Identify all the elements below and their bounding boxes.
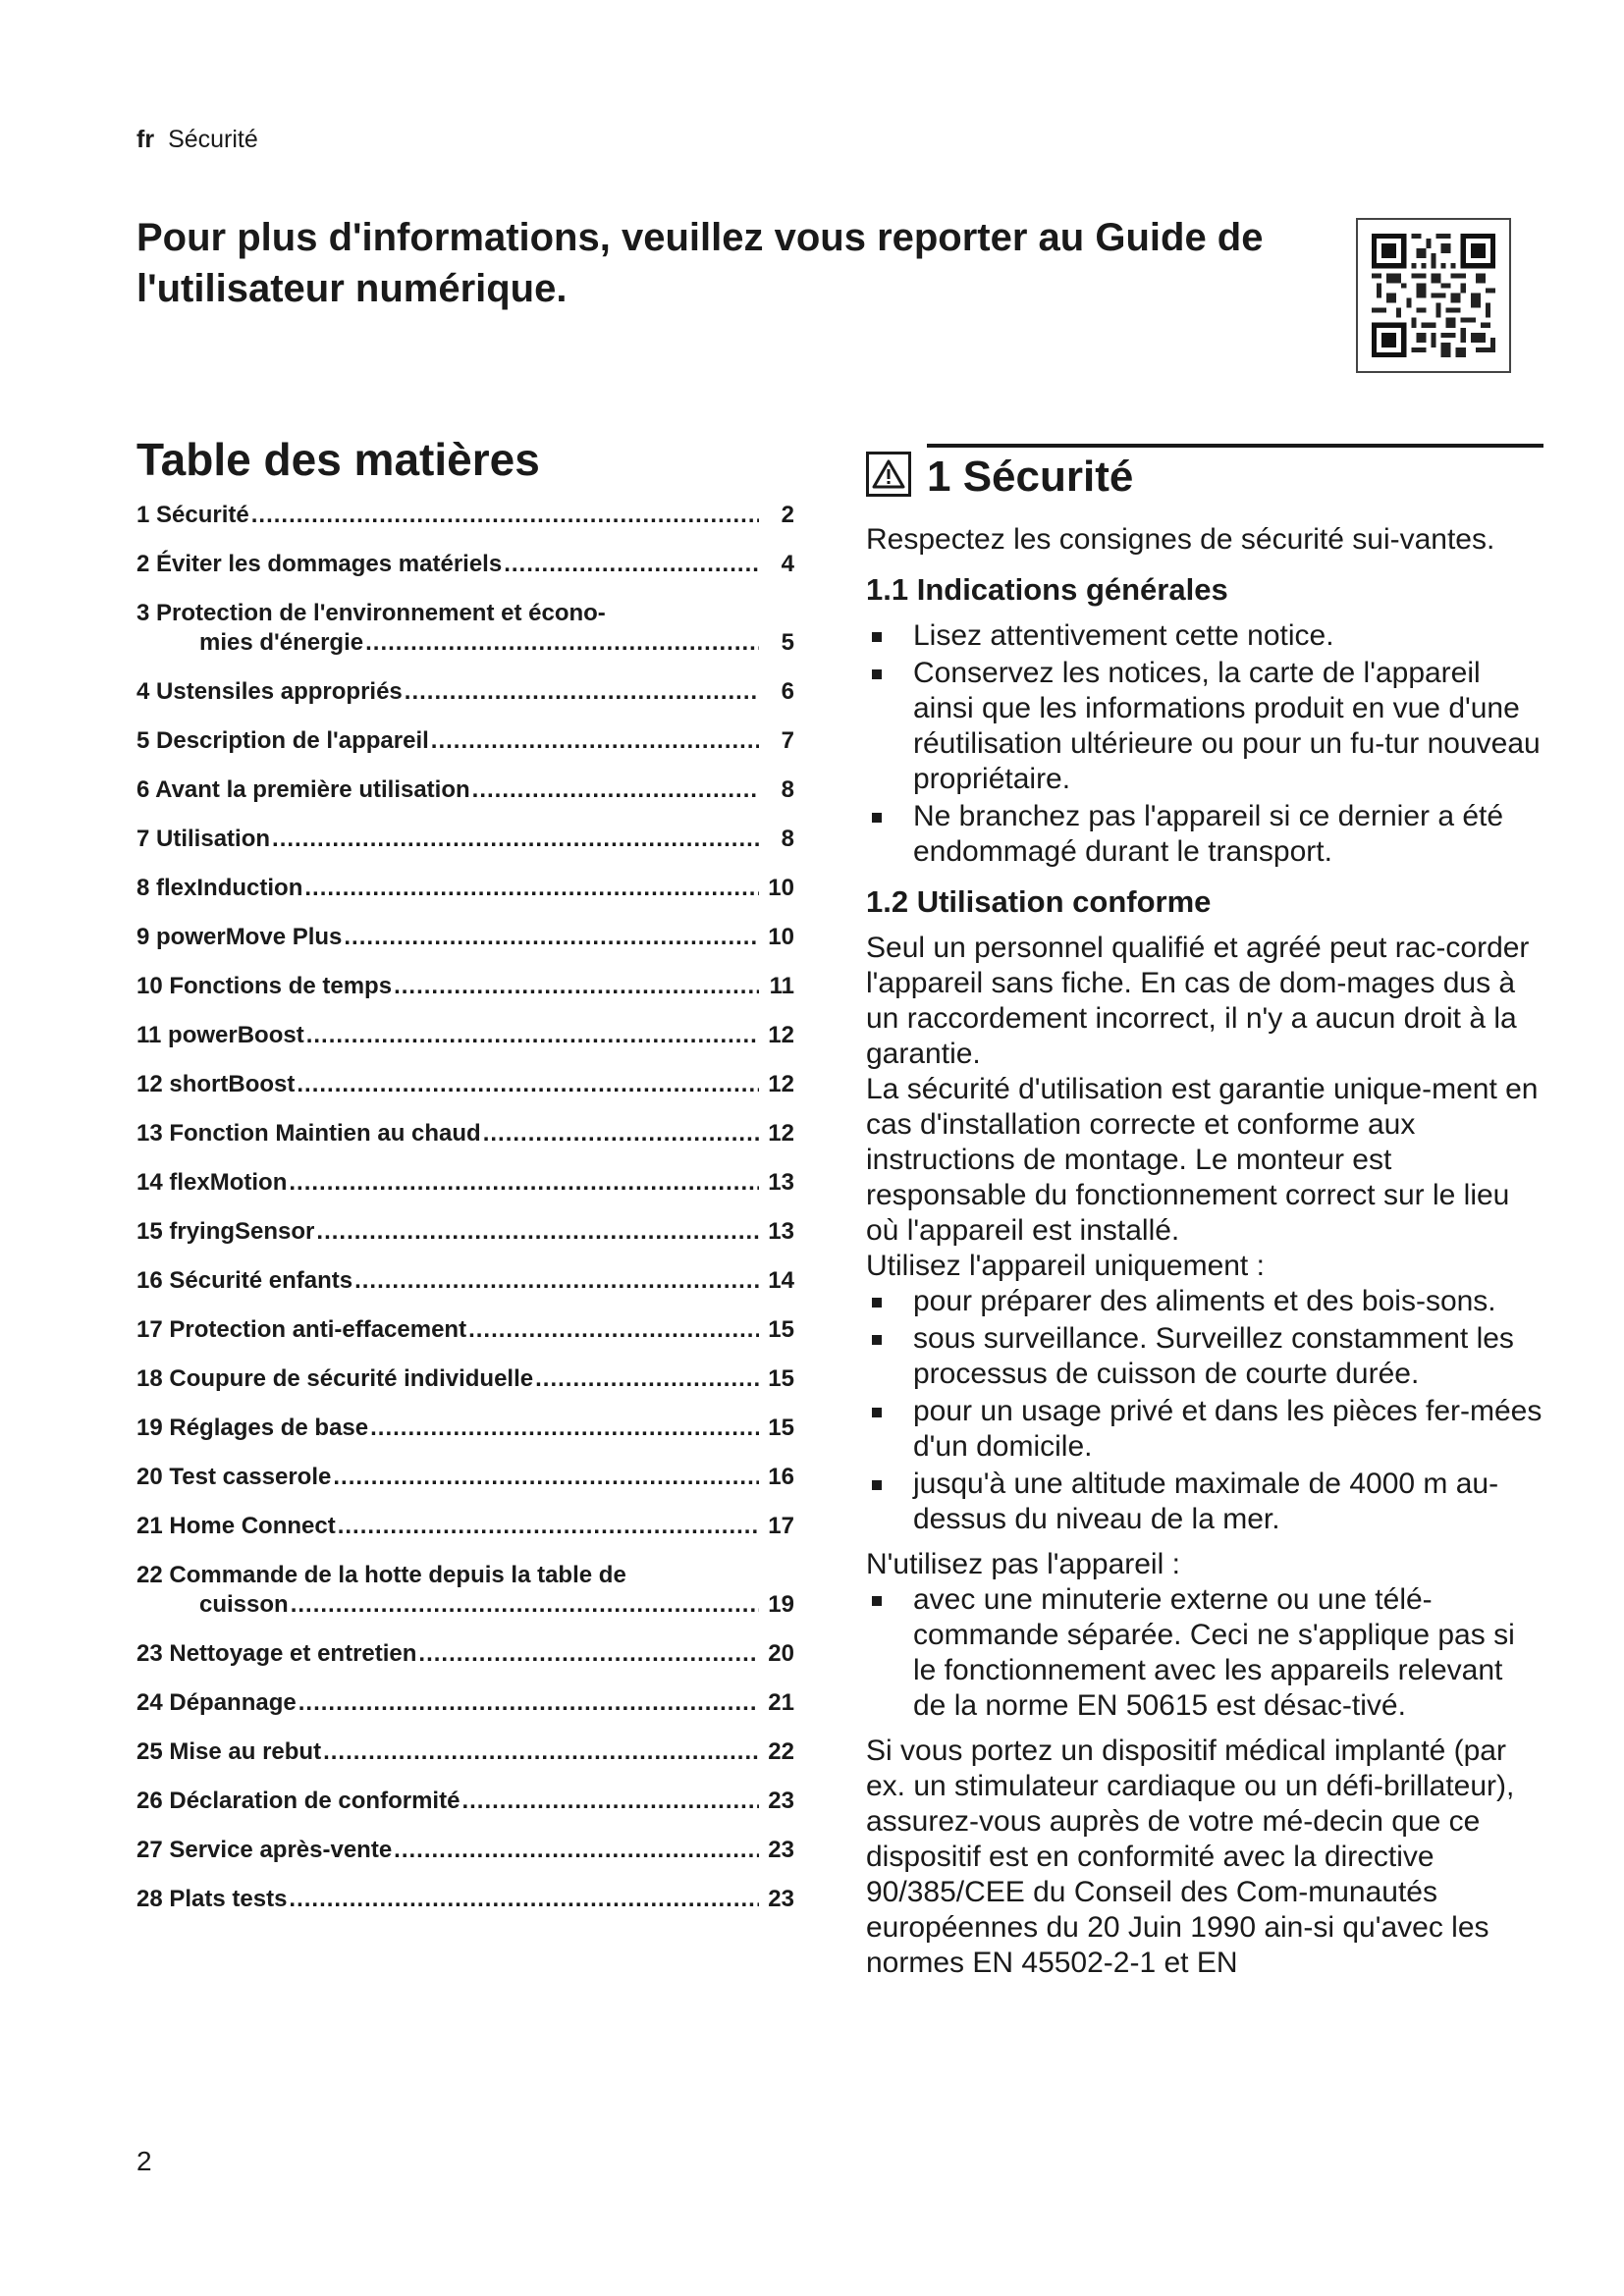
toc-entry-page: 10 <box>768 924 794 950</box>
toc-leader-dots <box>251 501 759 530</box>
toc-entry-page: 4 <box>781 551 794 577</box>
toc-entry[interactable] <box>136 1315 794 1345</box>
toc-leader-dots <box>472 775 759 805</box>
toc-leader-dots <box>418 1639 759 1669</box>
toc-leader-dots <box>431 726 759 756</box>
toc-entry-page: 15 <box>768 1316 794 1343</box>
list-item: Conservez les notices, la carte de l'appareil ainsi que les informations produit en vue d'une réutilisation ultérieure ou pour un fu-tur nouveau propriétaire. <box>866 656 1543 797</box>
toc-entry-page: 15 <box>768 1415 794 1441</box>
language-code: fr <box>136 126 155 153</box>
toc-leader-dots <box>272 825 759 854</box>
safety-section <box>866 440 1543 1987</box>
toc-entry-label: 19 Réglages de base <box>136 1415 369 1441</box>
toc-entry[interactable] <box>136 874 794 903</box>
not-usage-list <box>866 1582 1543 1724</box>
toc-list <box>136 501 794 1914</box>
toc-entry-first-line: 3 Protection de l'environnement et écono- <box>136 600 606 626</box>
toc-entry-label: 4 Ustensiles appropriés <box>136 678 403 705</box>
toc-leader-dots <box>338 1512 759 1541</box>
toc-entry[interactable] <box>136 775 794 805</box>
toc-leader-dots <box>298 1688 759 1718</box>
toc-entry-page: 16 <box>768 1464 794 1490</box>
toc-entry-label: 1 Sécurité <box>136 502 249 528</box>
usage-paragraph-4: N'utilisez pas l'appareil : <box>866 1548 1180 1580</box>
toc-entry-page: 17 <box>768 1513 794 1539</box>
toc-entry[interactable] <box>136 1737 794 1767</box>
toc-leader-dots <box>289 1168 759 1198</box>
toc-leader-dots <box>535 1364 759 1394</box>
toc-entry-page: 19 <box>768 1591 794 1618</box>
toc-entry-page: 10 <box>768 875 794 901</box>
toc-entry-page: 2 <box>781 502 794 528</box>
toc-entry-label: 27 Service après-vente <box>136 1837 393 1863</box>
toc-entry[interactable] <box>136 1561 794 1620</box>
toc-entry-label: 10 Fonctions de temps <box>136 973 393 999</box>
toc-entry-label: 16 Sécurité enfants <box>136 1267 353 1294</box>
list-item: Lisez attentivement cette notice. <box>866 618 1543 654</box>
toc-leader-dots <box>297 1070 759 1099</box>
toc-entry[interactable] <box>136 1836 794 1865</box>
toc-entry[interactable] <box>136 1217 794 1247</box>
toc-entry-page: 5 <box>781 629 794 656</box>
list-item: sous surveillance. Surveillez constamment les processus de cuisson de courte durée. <box>866 1321 1543 1392</box>
toc-entry-label: 18 Coupure de sécurité individuelle <box>136 1365 534 1392</box>
toc-entry-label: cuisson <box>199 1591 289 1618</box>
list-item: jusqu'à une altitude maximale de 4000 m au-dessus du niveau de la mer. <box>866 1467 1543 1537</box>
toc-leader-dots <box>306 1021 759 1050</box>
toc-entry[interactable] <box>136 1168 794 1198</box>
toc-entry[interactable] <box>136 677 794 707</box>
toc-leader-dots <box>394 1836 759 1865</box>
header-section: Sécurité <box>168 126 258 153</box>
toc-leader-dots <box>304 874 759 903</box>
toc-entry-label: 15 fryingSensor <box>136 1218 315 1245</box>
toc-entry-label: 14 flexMotion <box>136 1169 288 1196</box>
toc-leader-dots <box>405 677 759 707</box>
digital-guide-notice: Pour plus d'informations, veuillez vous reporter au Guide de l'utilisateur numérique. <box>136 216 1264 310</box>
toc-entry-label: 20 Test casserole <box>136 1464 332 1490</box>
toc-leader-dots <box>289 1885 759 1914</box>
toc-entry-label: 9 powerMove Plus <box>136 924 343 950</box>
toc-leader-dots <box>344 923 759 952</box>
usage-heading: 1.2 Utilisation conforme <box>866 884 1212 919</box>
toc-leader-dots <box>365 628 759 658</box>
toc-entry-page: 11 <box>769 973 794 999</box>
toc-entry-label: 7 Utilisation <box>136 826 271 852</box>
toc-entry-page: 7 <box>781 727 794 754</box>
toc-entry-page: 20 <box>768 1640 794 1667</box>
toc-entry[interactable] <box>136 1364 794 1394</box>
toc-entry-label: 13 Fonction Maintien au chaud <box>136 1120 481 1147</box>
qr-code-icon <box>1372 234 1495 357</box>
qr-code[interactable] <box>1356 218 1511 373</box>
toc-entry-page: 12 <box>768 1022 794 1048</box>
toc-entry[interactable] <box>136 501 794 530</box>
toc-leader-dots <box>468 1315 759 1345</box>
toc-entry[interactable] <box>136 599 794 658</box>
general-list <box>866 618 1543 870</box>
toc-entry[interactable] <box>136 1070 794 1099</box>
toc-entry-page: 13 <box>768 1169 794 1196</box>
toc-entry-label: 8 flexInduction <box>136 875 303 901</box>
toc-leader-dots <box>483 1119 759 1148</box>
toc-entry[interactable] <box>136 1885 794 1914</box>
toc-entry-page: 23 <box>768 1886 794 1912</box>
usage-paragraph-3: Utilisez l'appareil uniquement : <box>866 1250 1265 1282</box>
toc-entry[interactable] <box>136 726 794 756</box>
toc-entry-label: 12 shortBoost <box>136 1071 296 1097</box>
toc-entry-label: mies d'énergie <box>199 629 364 656</box>
toc-leader-dots <box>333 1463 759 1492</box>
toc-entry[interactable] <box>136 1787 794 1816</box>
toc-entry[interactable] <box>136 972 794 1001</box>
toc-entry-first-line: 22 Commande de la hotte depuis la table de <box>136 1562 626 1588</box>
toc-leader-dots <box>354 1266 759 1296</box>
running-header <box>136 126 258 154</box>
section-title: 1 Sécurité <box>927 453 1134 501</box>
list-item: avec une minuterie externe ou une télé-commande séparée. Ceci ne s'applique pas si le fonctionnement avec les appareils relevant de la norme EN 50615 est désac-tivé. <box>866 1582 1543 1724</box>
toc-leader-dots <box>370 1414 759 1443</box>
toc-entry-label: 25 Mise au rebut <box>136 1738 322 1765</box>
toc-leader-dots <box>323 1737 759 1767</box>
toc-entry-label: 21 Home Connect <box>136 1513 336 1539</box>
toc-entry-label: 11 powerBoost <box>136 1022 304 1048</box>
toc-leader-dots <box>291 1590 759 1620</box>
toc-entry[interactable] <box>136 1688 794 1718</box>
general-heading: 1.1 Indications générales <box>866 572 1228 607</box>
page-number: 2 <box>136 2146 152 2176</box>
warning-triangle-icon <box>866 452 911 497</box>
toc-entry-page: 6 <box>781 678 794 705</box>
toc-entry[interactable] <box>136 825 794 854</box>
toc-entry-label: 17 Protection anti-effacement <box>136 1316 467 1343</box>
toc-entry-label: 26 Déclaration de conformité <box>136 1788 460 1814</box>
toc-entry[interactable] <box>136 1021 794 1050</box>
toc-entry-page: 21 <box>768 1689 794 1716</box>
list-item: pour un usage privé et dans les pièces fer-mées d'un domicile. <box>866 1394 1543 1465</box>
toc-entry[interactable] <box>136 550 794 579</box>
usage-paragraph-1: Seul un personnel qualifié et agréé peut rac-corder l'appareil sans fiche. En cas de dom-mages dus à un raccordement incorrect, il n'y a aucun droit à la garantie. <box>866 932 1530 1070</box>
toc-leader-dots <box>394 972 759 1001</box>
toc-entry[interactable] <box>136 1463 794 1492</box>
usage-paragraph-2: La sécurité d'utilisation est garantie unique-ment en cas d'installation correcte et conforme aux instructions de montage. Le monteur est responsable du fonctionnement correct sur le lieu où l'appareil est installé. <box>866 1073 1539 1247</box>
toc-entry-label: 28 Plats tests <box>136 1886 288 1912</box>
toc-entry[interactable] <box>136 1512 794 1541</box>
toc-title: Table des matières <box>136 434 540 485</box>
toc-leader-dots <box>461 1787 759 1816</box>
toc-leader-dots <box>316 1217 759 1247</box>
toc-entry-label: 5 Description de l'appareil <box>136 727 429 754</box>
toc-entry-page: 13 <box>768 1218 794 1245</box>
toc-entry-page: 8 <box>781 776 794 803</box>
toc-entry-label: 2 Éviter les dommages matériels <box>136 551 503 577</box>
section-heading <box>866 440 1543 508</box>
list-item: Ne branchez pas l'appareil si ce dernier a été endommagé durant le transport. <box>866 799 1543 870</box>
list-item: pour préparer des aliments et des bois-sons. <box>866 1284 1543 1319</box>
toc-entry-label: 24 Dépannage <box>136 1689 297 1716</box>
toc-entry-page: 14 <box>768 1267 794 1294</box>
toc-entry-page: 22 <box>768 1738 794 1765</box>
toc-entry-page: 8 <box>781 826 794 852</box>
toc-entry-page: 15 <box>768 1365 794 1392</box>
usage-paragraph-5: Si vous portez un dispositif médical implanté (par ex. un stimulateur cardiaque ou un défi-brillateur), assurez-vous auprès de votre mé-decin que ce dispositif est en conformité avec la directive 90/385/CEE du Conseil des Com-munautés européennes du 20 Juin 1990 ain-si qu'avec les normes EN 45502-2-1 et EN <box>866 1735 1515 1979</box>
toc-entry[interactable] <box>136 1266 794 1296</box>
toc-entry-page: 12 <box>768 1071 794 1097</box>
toc-entry-label: 23 Nettoyage et entretien <box>136 1640 417 1667</box>
toc-leader-dots <box>504 550 759 579</box>
toc-entry[interactable] <box>136 1119 794 1148</box>
usage-list <box>866 1284 1543 1537</box>
table-of-contents <box>136 432 794 1934</box>
toc-entry-page: 23 <box>768 1788 794 1814</box>
toc-entry-page: 23 <box>768 1837 794 1863</box>
toc-entry[interactable] <box>136 923 794 952</box>
toc-entry[interactable] <box>136 1414 794 1443</box>
toc-entry[interactable] <box>136 1639 794 1669</box>
toc-entry-label: 6 Avant la première utilisation <box>136 776 470 803</box>
toc-entry-page: 12 <box>768 1120 794 1147</box>
safety-intro: Respectez les consignes de sécurité sui-vantes. <box>866 523 1495 556</box>
